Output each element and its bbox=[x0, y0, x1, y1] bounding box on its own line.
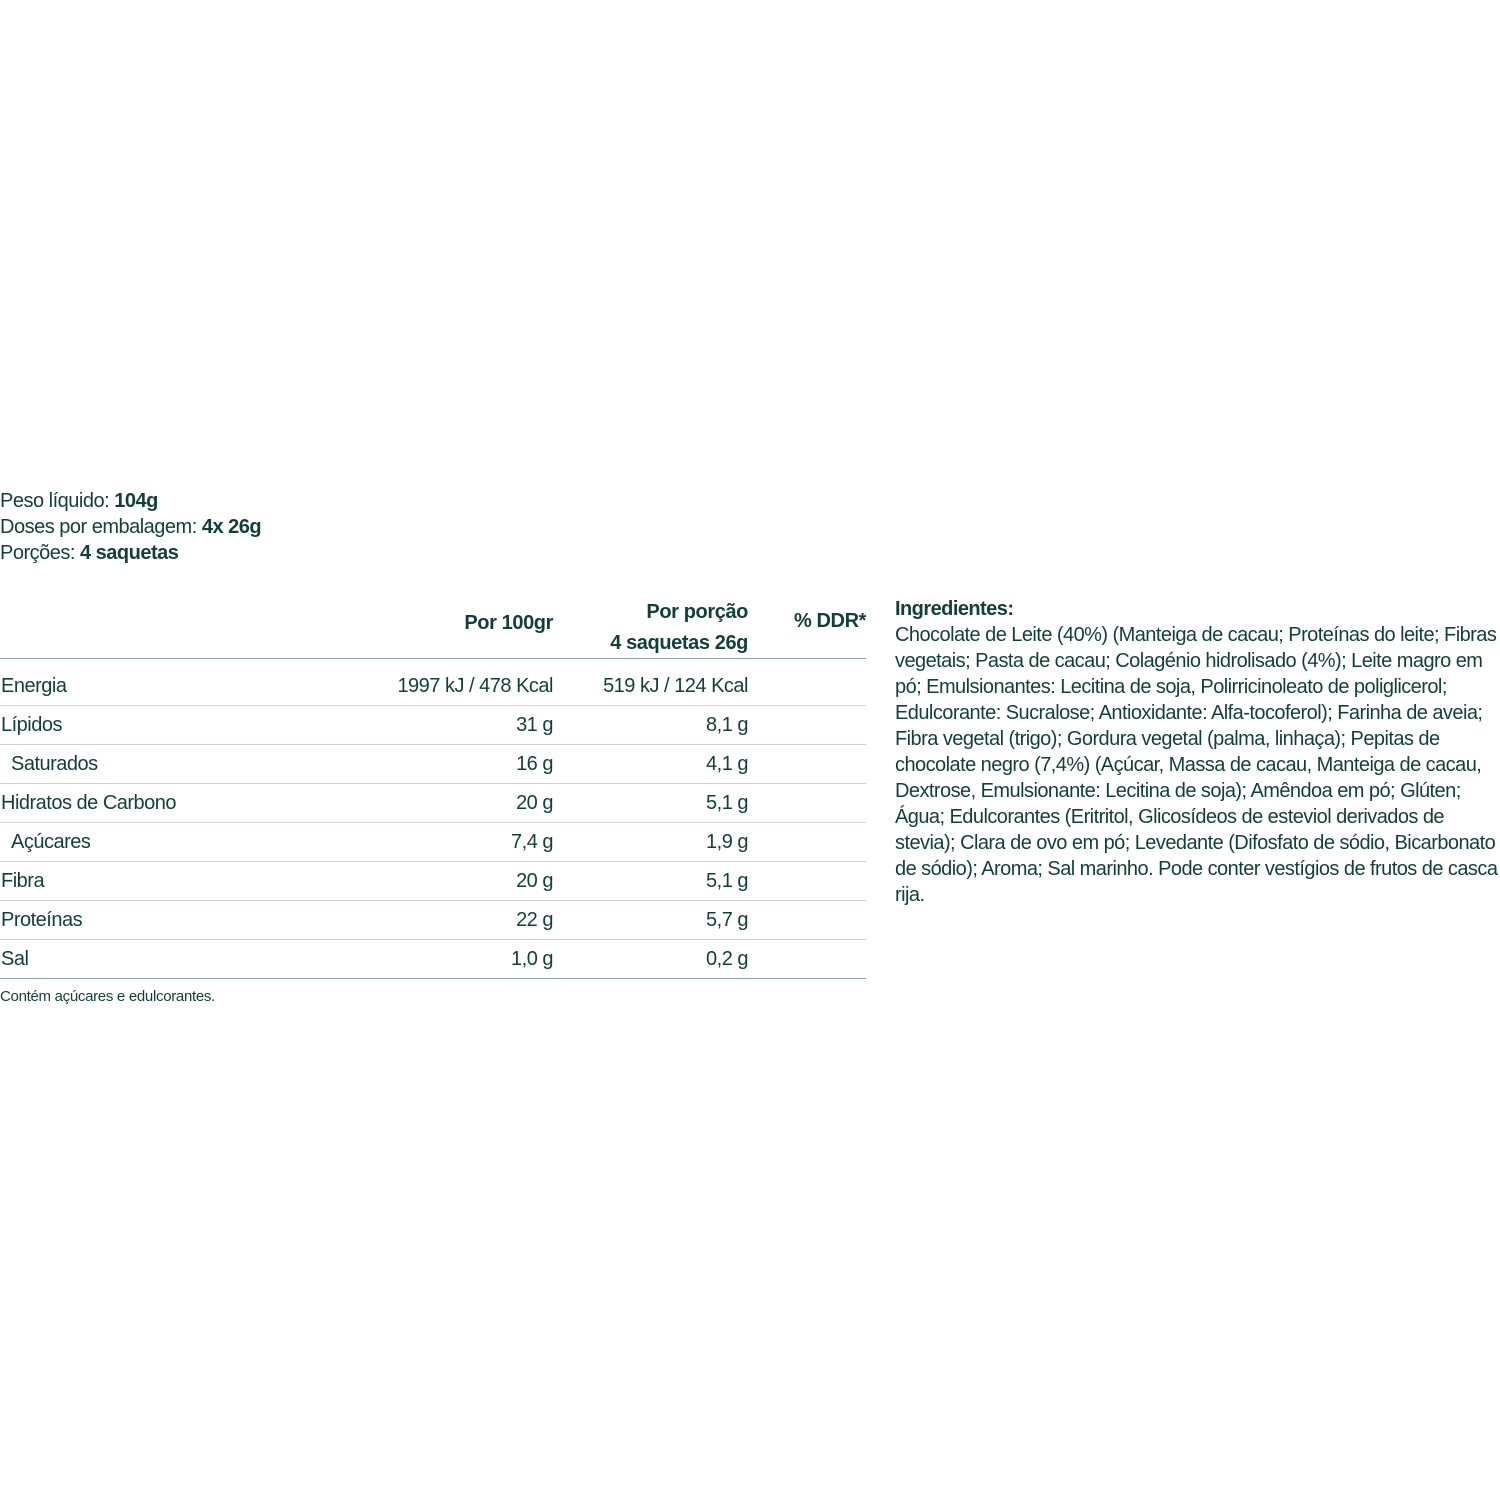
table-row bbox=[0, 901, 866, 940]
row-value-per-100g: 20 g bbox=[516, 870, 553, 892]
net-weight-value: 104g bbox=[114, 490, 158, 512]
net-weight-label: Peso líquido: bbox=[0, 490, 110, 512]
ingredients-text: Chocolate de Leite (40%) (Manteiga de cacau; Proteínas do leite; Fibras vegetais; Pasta de cacau; Colagénio hidrolisado (4%); Leite magro em pó; Emulsionantes: Lecitina de soja, Polirricinoleato de poliglicerol; Edulcorante: Sucralose; Antioxidante: Alfa-tocoferol); Farinha de aveia; Fibra vegetal (trigo); Gordura vegetal (palma, linhaça); Pepitas de chocolate negro (7,4%) (Açúcar, Massa de cacau, Manteiga de cacau, Dextrose, Emulsionante: Lecitina de soja); Amêndoa em pó; Glúten; Água; Edulcorantes (Eritritol, Glicosídeos de esteviol derivados de stevia); Clara de ovo em pó; Levedante (Difosfato de sódio, Bicarbonato de sódio); Aroma; Sal marinho. Pode conter vestígios de frutos de casca rija. bbox=[895, 624, 1498, 906]
header-per-portion-line2: 4 saquetas 26g bbox=[610, 632, 748, 654]
nutrition-table-header bbox=[0, 594, 866, 659]
row-value-per-100g: 1997 kJ / 478 Kcal bbox=[397, 675, 553, 697]
row-value-per-100g: 20 g bbox=[516, 792, 553, 814]
portions-value: 4 saquetas bbox=[80, 542, 179, 564]
row-value-per-portion: 1,9 g bbox=[706, 831, 748, 853]
doses-label: Doses por embalagem: bbox=[0, 516, 197, 538]
row-label: Proteínas bbox=[1, 909, 83, 931]
table-row bbox=[0, 745, 866, 784]
header-ddr: % DDR* bbox=[793, 610, 866, 632]
portions-label: Porções: bbox=[0, 542, 75, 564]
header-per-portion bbox=[610, 597, 748, 659]
net-weight-line bbox=[0, 488, 261, 514]
table-row bbox=[0, 823, 866, 862]
table-row bbox=[0, 706, 866, 745]
row-value-per-100g: 22 g bbox=[516, 909, 553, 931]
nutrition-table bbox=[0, 594, 866, 979]
sweetener-footnote: Contém açúcares e edulcorantes. bbox=[0, 988, 215, 1005]
row-value-per-portion: 5,1 g bbox=[706, 792, 748, 814]
row-value-per-portion: 5,7 g bbox=[706, 909, 748, 931]
row-value-per-portion: 0,2 g bbox=[706, 948, 748, 970]
row-label: Açúcares bbox=[11, 831, 91, 853]
ingredients-title: Ingredientes: bbox=[895, 598, 1014, 620]
row-label: Saturados bbox=[11, 753, 98, 775]
row-value-per-100g: 7,4 g bbox=[511, 831, 553, 853]
row-value-per-100g: 16 g bbox=[516, 753, 553, 775]
row-value-per-100g: 1,0 g bbox=[511, 948, 553, 970]
row-label: Sal bbox=[1, 948, 29, 970]
row-label: Energia bbox=[1, 675, 67, 697]
doses-line bbox=[0, 514, 261, 540]
table-row bbox=[0, 862, 866, 901]
table-row bbox=[0, 940, 866, 979]
row-value-per-portion: 519 kJ / 124 Kcal bbox=[603, 675, 748, 697]
product-summary bbox=[0, 488, 261, 566]
row-value-per-100g: 31 g bbox=[516, 714, 553, 736]
row-value-per-portion: 5,1 g bbox=[706, 870, 748, 892]
row-label: Fibra bbox=[1, 870, 45, 892]
ingredients-block bbox=[895, 596, 1500, 908]
row-label: Hidratos de Carbono bbox=[1, 792, 177, 814]
portions-line bbox=[0, 540, 261, 566]
doses-value: 4x 26g bbox=[201, 516, 262, 538]
row-value-per-portion: 8,1 g bbox=[706, 714, 748, 736]
table-row bbox=[0, 659, 866, 706]
header-per-portion-line1: Por porção bbox=[646, 601, 748, 623]
row-value-per-portion: 4,1 g bbox=[706, 753, 748, 775]
header-per-100g: Por 100gr bbox=[464, 612, 553, 634]
table-row bbox=[0, 784, 866, 823]
row-label: Lípidos bbox=[1, 714, 62, 736]
